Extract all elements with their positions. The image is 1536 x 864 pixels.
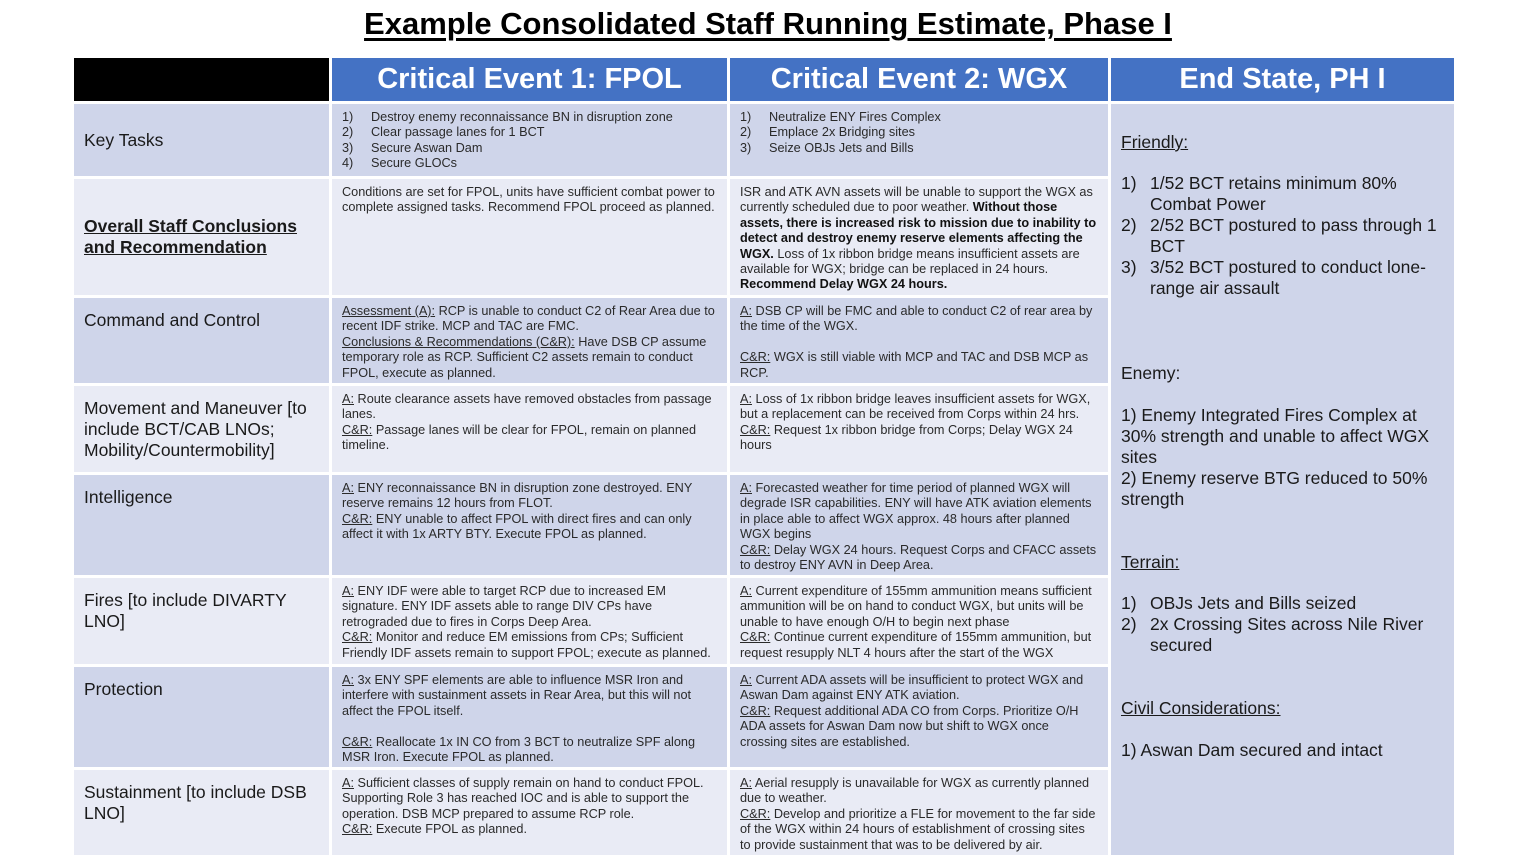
column-header-ce2: Critical Event 2: WGX bbox=[729, 57, 1110, 103]
header-row bbox=[73, 57, 1456, 103]
task-item: 3) Secure Aswan Dam bbox=[342, 140, 483, 155]
task-item: 2) Clear passage lanes for 1 BCT bbox=[342, 125, 545, 140]
row-label-intelligence: Intelligence bbox=[73, 474, 331, 577]
column-header-ce1: Critical Event 1: FPOL bbox=[331, 57, 729, 103]
friendly-item: 3) 3/52 BCT postured to conduct lone-range air assault bbox=[1121, 257, 1426, 298]
friendly-list bbox=[1121, 173, 1444, 299]
civil-item: 1) Aswan Dam secured and intact bbox=[1121, 740, 1383, 760]
task-item: 4) Secure GLOCs bbox=[342, 156, 458, 171]
ce2-intelligence: A: Forecasted weather for time period of planned WGX will degrade ISR capabilities. ENY will have ATK aviation elements in place able to affect WGX approx. 48 hours after planned WGX begins C&R: Delay WGX 24 hours. Request Corps and CFACC assets to destroy ENY AVN in Deep Area. bbox=[729, 474, 1110, 577]
ce2-sustainment: A: Aerial resupply is unavailable for WGX as currently planned due to weather. C&R: Develop and prioritize a FLE for movement to the far side of the WGX within 24 hours of establishment of crossing sites to provide sustainment that was to be delivered by air. bbox=[729, 769, 1110, 857]
row-label-c2: Command and Control bbox=[73, 297, 331, 385]
enemy-item: 1) Enemy Integrated Fires Complex at 30% strength and unable to affect WGX sites bbox=[1121, 405, 1430, 467]
task-item: 3) Seize OBJs Jets and Bills bbox=[740, 140, 914, 155]
row-label-overall: Overall Staff Conclusions and Recommendation bbox=[73, 178, 331, 297]
row-label-fires: Fires [to include DIVARTY LNO] bbox=[73, 577, 331, 666]
task-item: 1) Neutralize ENY Fires Complex bbox=[740, 110, 941, 124]
friendly-item: 1) 1/52 BCT retains minimum 80% Combat Power bbox=[1121, 173, 1397, 214]
row-label-protection: Protection bbox=[73, 666, 331, 769]
column-header-end-state: End State, PH I bbox=[1110, 57, 1456, 103]
ce1-protection: A: 3x ENY SPF elements are able to influence MSR Iron and interfere with sustainment assets in Rear Area, but this will not affect the FPOL itself. C&R: Reallocate 1x IN CO from 3 BCT to neutralize SPF along MSR Iron. Execute FPOL as planned. bbox=[331, 666, 729, 769]
terrain-item: 1) OBJs Jets and Bills seized bbox=[1121, 593, 1357, 613]
ce1-sustainment: A: Sufficient classes of supply remain on hand to conduct FPOL. Supporting Role 3 has reached IOC and is able to support the operation. DSB MCP prepared to assume RCP role. C&R: Execute FPOL as planned. bbox=[331, 769, 729, 857]
row-label-key-tasks: Key Tasks bbox=[73, 103, 331, 178]
ce2-c2: A: DSB CP will be FMC and able to conduct C2 of rear area by the time of the WGX. C&R: WGX is still viable with MCP and TAC and DSB MCP as RCP. bbox=[729, 297, 1110, 385]
task-item: 2) Emplace 2x Bridging sites bbox=[740, 125, 915, 140]
ce2-protection: A: Current ADA assets will be insufficient to protect WGX and Aswan Dam against ENY ATK aviation. C&R: Request additional ADA CO from Corps. Prioritize O/H ADA assets for Aswan Dam now but shift to WGX once crossing sites are established. bbox=[729, 666, 1110, 769]
running-estimate-table bbox=[71, 55, 1457, 858]
friendly-item: 2) 2/52 BCT postured to pass through 1 BCT bbox=[1121, 215, 1437, 256]
page-title: Example Consolidated Staff Running Estimate, Phase I bbox=[364, 6, 1172, 41]
enemy-item: 2) Enemy reserve BTG reduced to 50% strength bbox=[1121, 468, 1428, 509]
ce2-key-tasks bbox=[729, 103, 1110, 178]
ce1-key-tasks bbox=[331, 103, 729, 178]
task-item: 1) Destroy enemy reconnaissance BN in disruption zone bbox=[342, 110, 673, 124]
ce1-movement-maneuver: A: Route clearance assets have removed obstacles from passage lanes. C&R: Passage lanes will be clear for FPOL, remain on planned timeline. bbox=[331, 385, 729, 474]
end-state-enemy-heading: Enemy: bbox=[1121, 363, 1181, 383]
end-state-friendly-heading: Friendly: bbox=[1121, 132, 1189, 152]
corner-cell bbox=[73, 57, 331, 103]
ce1-intelligence: A: ENY reconnaissance BN in disruption zone destroyed. ENY reserve remains 12 hours from FLOT. C&R: ENY unable to affect FPOL with direct fires and can only affect it with 1x ARTY BTY. Execute FPOL as planned. bbox=[331, 474, 729, 577]
end-state-terrain-heading: Terrain: bbox=[1121, 552, 1180, 572]
end-state-cell bbox=[1110, 103, 1456, 857]
row-label-sustainment: Sustainment [to include DSB LNO] bbox=[73, 769, 331, 857]
ce1-overall: Conditions are set for FPOL, units have sufficient combat power to complete assigned tasks. Recommend FPOL proceed as planned. bbox=[331, 178, 729, 297]
ce2-movement-maneuver: A: Loss of 1x ribbon bridge leaves insufficient assets for WGX, but a replacement can be received from Corps within 24 hrs. C&R: Request 1x ribbon bridge from Corps; Delay WGX 24 hours bbox=[729, 385, 1110, 474]
ce1-c2: Assessment (A): RCP is unable to conduct C2 of Rear Area due to recent IDF strike. MCP and TAC are FMC. Conclusions & Recommendations (C&R): Have DSB CP assume temporary role as RCP. Sufficient C2 assets remain to conduct FPOL, execute as planned. bbox=[331, 297, 729, 385]
terrain-item: 2) 2x Crossing Sites across Nile River secured bbox=[1121, 614, 1424, 655]
row-label-movement-maneuver: Movement and Maneuver [to include BCT/CAB LNOs; Mobility/Countermobility] bbox=[73, 385, 331, 474]
row-key-tasks bbox=[73, 103, 1456, 178]
terrain-list bbox=[1121, 593, 1444, 656]
ce2-fires: A: Current expenditure of 155mm ammunition means sufficient ammunition will be on hand to conduct WGX, but units will be unable to have enough O/H to begin next phase C&R: Continue current expenditure of 155mm ammunition, but request resupply NLT 4 hours after the start of the WGX bbox=[729, 577, 1110, 666]
end-state-civil-heading: Civil Considerations: bbox=[1121, 698, 1281, 718]
ce2-overall: ISR and ATK AVN assets will be unable to support the WGX as currently scheduled due to poor weather. Without those assets, there is increased risk to mission due to inability to detect and destroy enemy reserve elements affecting the WGX. Loss of 1x ribbon bridge means insufficient assets are available for WGX; bridge can be replaced in 24 hours. Recommend Delay WGX 24 hours. bbox=[729, 178, 1110, 297]
ce1-fires: A: ENY IDF were able to target RCP due to increased EM signature. ENY IDF assets able to range DIV CPs have retrograded due to fires in Corps Deep Area. C&R: Monitor and reduce EM emissions from CPs; Sufficient Friendly IDF assets remain to support FPOL; execute as planned. bbox=[331, 577, 729, 666]
